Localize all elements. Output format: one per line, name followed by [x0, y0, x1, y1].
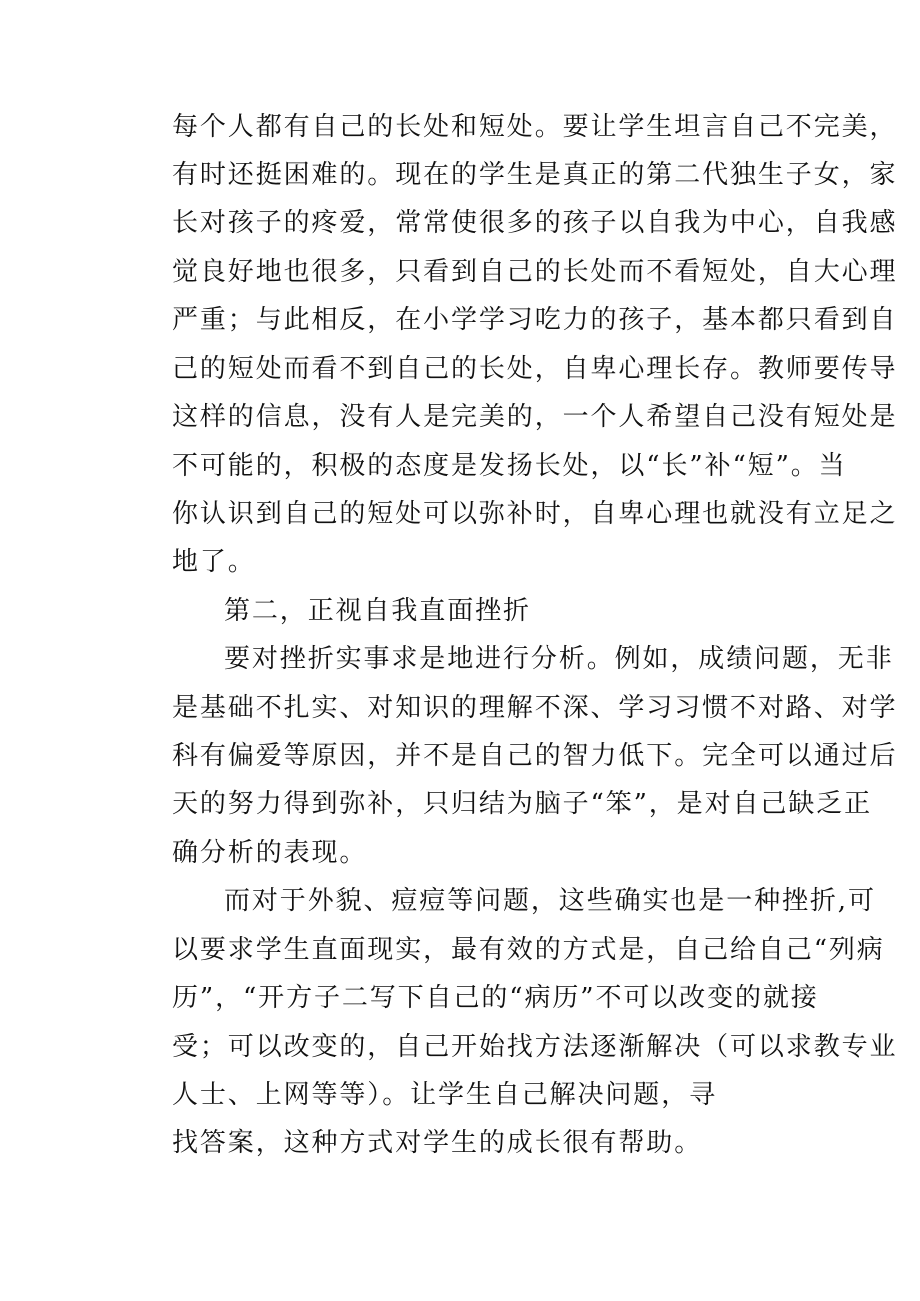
text-line: 地了。: [172, 547, 256, 577]
text-line: 觉良好地也很多，只看到自己的长处而不看短处，自大心理: [172, 257, 898, 287]
text-line: 己的短处而看不到自己的长处，自卑心理长存。教师要传导: [172, 354, 898, 384]
text-line: 而对于外貌、痘痘等问题，这些确实也是一种挫折,可: [224, 886, 876, 916]
text-line: 有时还挺困难的。现在的学生是真正的第二代独生子女，家: [172, 160, 898, 190]
section-heading: 第二，正视自我直面挫折: [224, 596, 531, 626]
text-line: 长对孩子的疼爱，常常使很多的孩子以自我为中心，自我感: [172, 208, 898, 238]
text-line: 天的努力得到弥补，只归结为脑子“笨”，是对自己缺乏正: [172, 789, 872, 819]
text-line: 是基础不扎实、对知识的理解不深、学习习惯不对路、对学: [172, 693, 898, 723]
text-line: 以要求学生直面现实，最有效的方式是，自己给自己“列病: [172, 935, 885, 965]
text-line: 不可能的，积极的态度是发扬长处，以“长”补“短”。当: [172, 451, 847, 481]
text-line: 找答案，这种方式对学生的成长很有帮助。: [172, 1128, 703, 1158]
text-line: 你认识到自己的短处可以弥补时，自卑心理也就没有立足之: [172, 499, 898, 529]
text-line: 科有偏爱等原因，并不是自己的智力低下。完全可以通过后: [172, 741, 898, 771]
text-line: 人士、上网等等）。让学生自己解决问题，寻: [172, 1080, 718, 1110]
text-line: 这样的信息，没有人是完美的，一个人希望自己没有短处是: [172, 402, 898, 432]
text-line: 受；可以改变的，自己开始找方法逐渐解决（可以求教专业: [172, 1032, 898, 1062]
text-line: 历”，“开方子二写下自己的“病历”不可以改变的就接: [172, 983, 819, 1013]
text-line: 每个人都有自己的长处和短处。要让学生坦言自己不完美，: [172, 112, 898, 142]
text-line: 严重；与此相反，在小学学习吃力的孩子，基本都只看到自: [172, 305, 898, 335]
text-line: 要对挫折实事求是地进行分析。例如，成绩问题，无非: [224, 644, 894, 674]
text-line: 确分析的表现。: [172, 838, 368, 868]
